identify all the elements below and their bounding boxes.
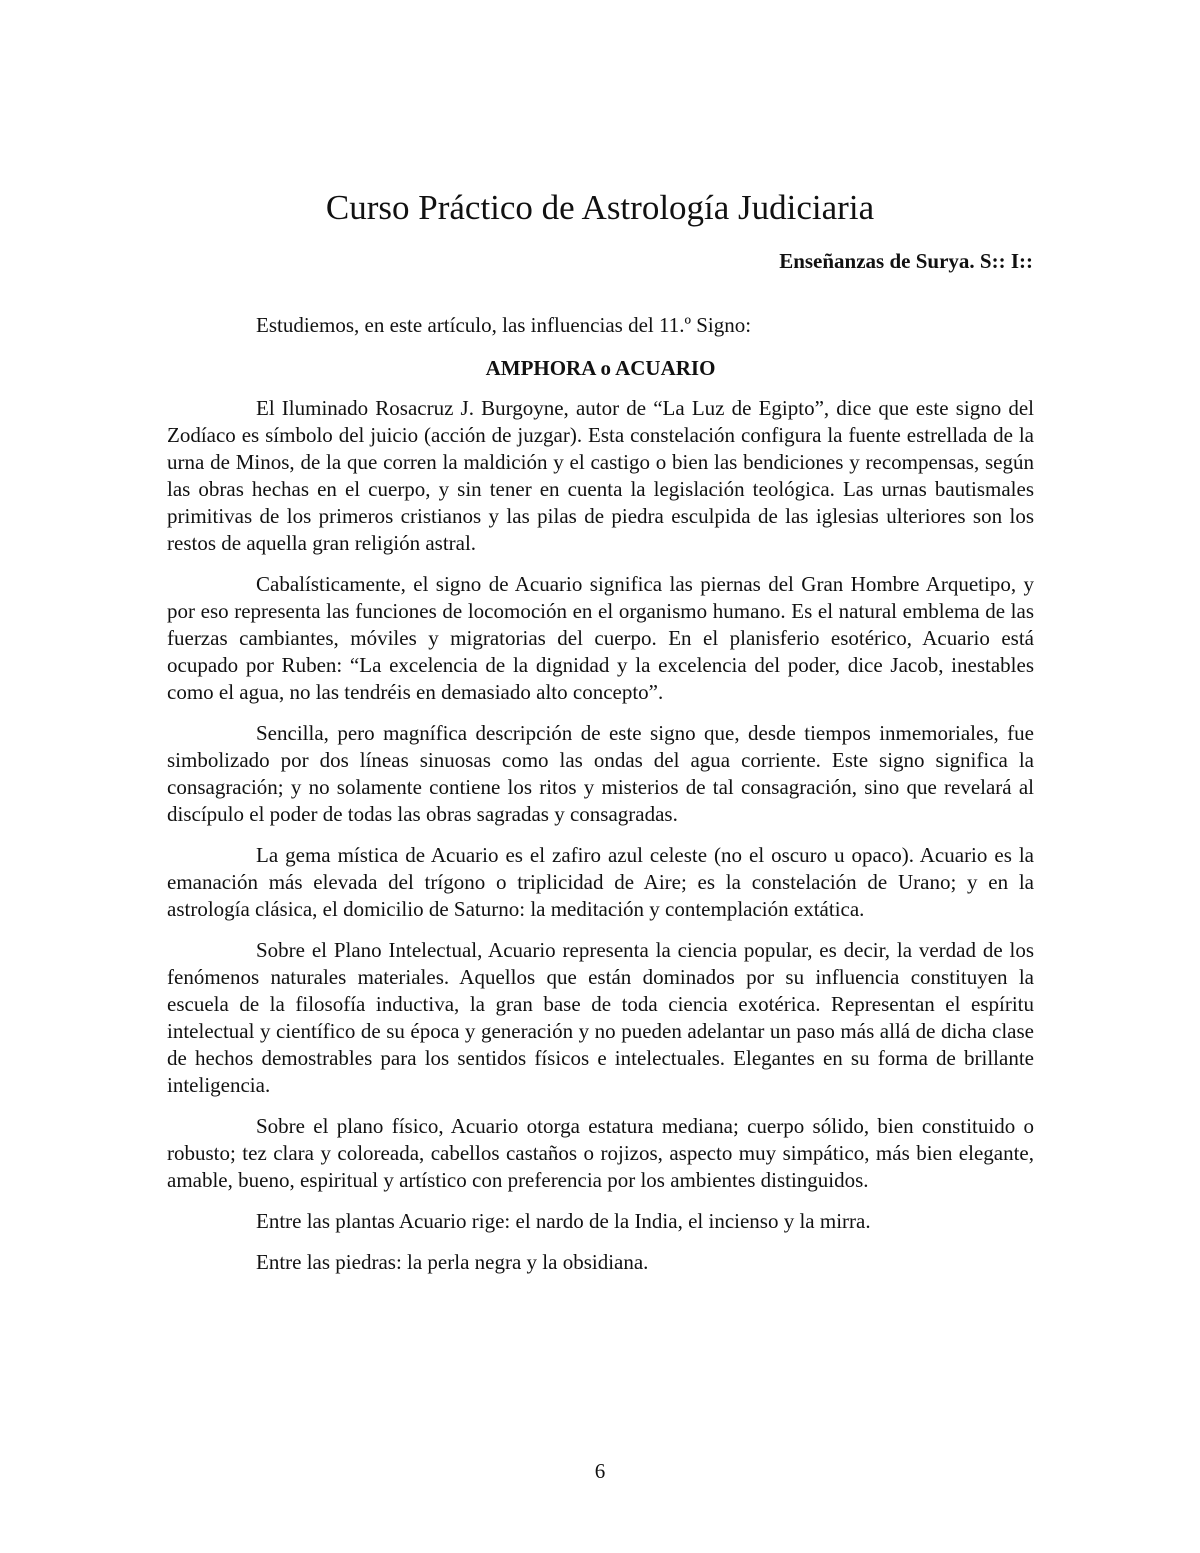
intro-paragraph: Estudiemos, en este artículo, las influencias del 11.º Signo: [256,313,752,337]
section-heading: AMPHORA o ACUARIO [485,356,716,380]
paragraph: Entre las piedras: la perla negra y la obsidiana. [256,1250,649,1274]
paragraph: El Iluminado Rosacruz J. Burgoyne, autor de “La Luz de Egipto”, dice que este signo del Zodíaco es símbolo del juicio (acción de juzgar). Esta constelación configura la fuente estrellada de la urna de Minos, de la que corren la maldición y el castigo o bien las bendiciones y recompensas, según las obras hechas en el cuerpo, y sin tener en cuenta la legislación teológica. Las urnas bautismales primitivas de los primeros cristianos y las pilas de piedra esculpida de las iglesias ulteriores son los restos de aquella gran religión astral. [167,396,1034,555]
document-title: Curso Práctico de Astrología Judiciaria [325,188,875,227]
paragraph: Cabalísticamente, el signo de Acuario significa las piernas del Gran Hombre Arquetipo, y por eso representa las funciones de locomoción en el organismo humano. Es el natural emblema de las fuerzas cambiantes, móviles y migratorias del cuerpo. En el planisferio esotérico, Acuario está ocupado por Ruben: “La excelencia de la dignidad y la excelencia del poder, dice Jacob, inestables como el agua, no las tendréis en demasiado alto concepto”. [167,572,1034,704]
paragraph: La gema mística de Acuario es el zafiro azul celeste (no el oscuro u opaco). Acuario es la emanación más elevada del trígono o triplicidad de Aire; es la constelación de Urano; y en la astrología clásica, el domicilio de Saturno: la meditación y contemplación extática. [167,843,1034,921]
paragraph: Sobre el plano físico, Acuario otorga estatura mediana; cuerpo sólido, bien constituido o robusto; tez clara y coloreada, cabellos castaños o rojizos, aspecto muy simpático, más bien elegante, amable, bueno, espiritual y artístico con preferencia por los ambientes distinguidos. [167,1114,1034,1192]
page-number: 6 [594,1459,606,1483]
author-line: Enseñanzas de Surya. S:: I:: [779,249,1033,273]
paragraph: Sobre el Plano Intelectual, Acuario representa la ciencia popular, es decir, la verdad de los fenómenos naturales materiales. Aquellos que están dominados por su influencia constituyen la escuela de la filosofía inductiva, la gran base de toda ciencia exotérica. Representan el espíritu intelectual y científico de su época y generación y no pueden adelantar un paso más allá de dicha clase de hechos demostrables para los sentidos físicos e intelectuales. Elegantes en su forma de brillante inteligencia. [167,938,1034,1097]
paragraph: Sencilla, pero magnífica descripción de este signo que, desde tiempos inmemoriales, fue simbolizado por dos líneas sinuosas como las ondas del agua corriente. Este signo significa la consagración; y no solamente contiene los ritos y misterios de tal consagración, sino que revelará al discípulo el poder de todas las obras sagradas y consagradas. [167,721,1034,826]
paragraph: Entre las plantas Acuario rige: el nardo de la India, el incienso y la mirra. [256,1209,871,1233]
document-body [167,312,1034,1290]
